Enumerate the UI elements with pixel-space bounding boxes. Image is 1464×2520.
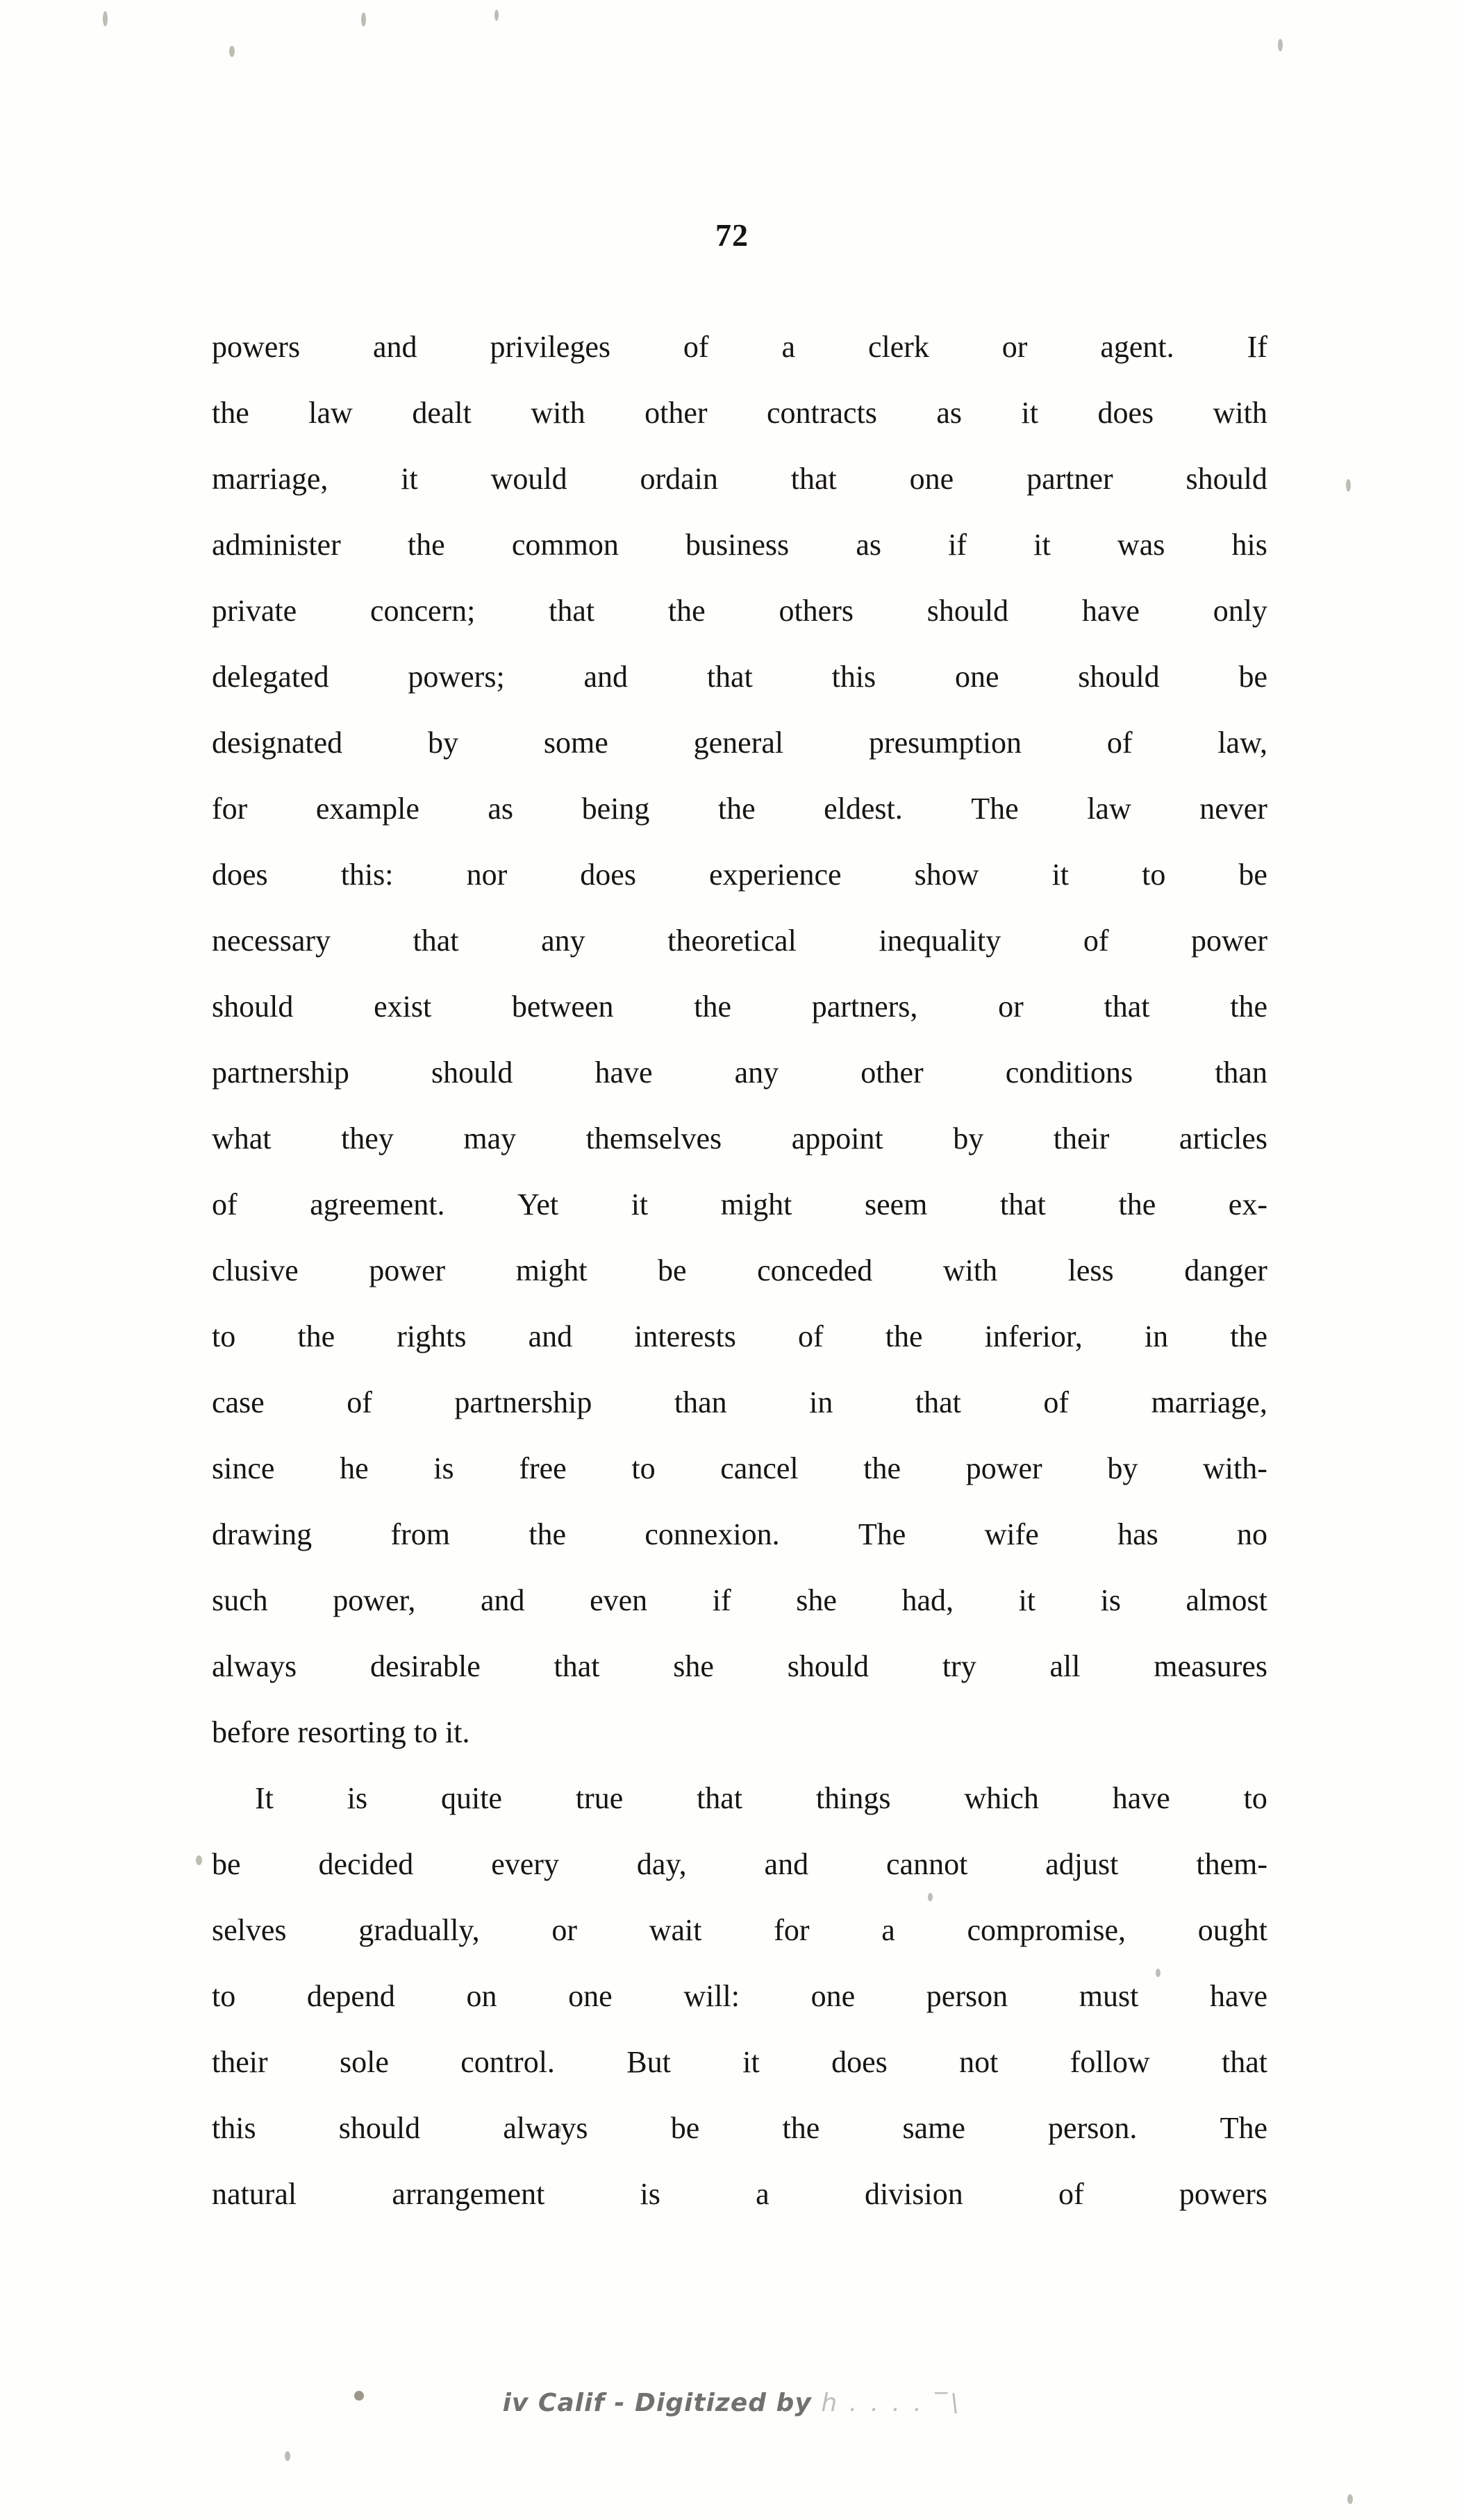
- text-word: concern;: [369, 594, 476, 628]
- text-word: law: [308, 396, 353, 430]
- text-word: same: [902, 2111, 965, 2145]
- text-word: she: [673, 1649, 714, 1683]
- text-word: if: [712, 1583, 731, 1617]
- text-word: with: [942, 1253, 998, 1287]
- text-word: things: [815, 1781, 891, 1815]
- text-word: any: [734, 1055, 779, 1090]
- text-word: which: [964, 1781, 1039, 1815]
- text-word: what: [212, 1121, 272, 1155]
- text-word: was: [1117, 528, 1165, 562]
- text-word: articles: [1179, 1121, 1267, 1155]
- text-word: The: [971, 792, 1019, 826]
- text-word: resorting: [297, 1715, 406, 1749]
- text-word: as: [488, 792, 514, 826]
- scan-speck: [285, 2451, 290, 2461]
- text-word: of: [683, 330, 709, 364]
- text-word: themselves: [585, 1121, 722, 1155]
- text-word: the: [1118, 1187, 1156, 1221]
- text-word: day,: [636, 1847, 687, 1881]
- text-word: does: [580, 858, 636, 892]
- text-line: [212, 2161, 1267, 2227]
- text-word: dealt: [412, 396, 472, 430]
- text-line: [212, 1567, 1267, 1633]
- scan-credit-ellipsis: . . . . ‾\: [849, 2389, 962, 2417]
- text-word: that: [915, 1385, 961, 1419]
- text-word: would: [490, 462, 567, 496]
- text-word: decided: [318, 1847, 414, 1881]
- text-word: control.: [460, 2045, 555, 2079]
- scan-speck: [1347, 2494, 1353, 2504]
- text-line: [212, 2029, 1267, 2095]
- text-word: designated: [212, 726, 343, 760]
- text-word: ex-: [1228, 1187, 1267, 1221]
- text-word: he: [340, 1451, 369, 1485]
- text-word: powers: [212, 330, 301, 364]
- text-word: such: [212, 1583, 268, 1617]
- text-word: conditions: [1005, 1055, 1133, 1090]
- text-word: clerk: [867, 330, 929, 364]
- text-line: [212, 1171, 1267, 1237]
- scan-credit-footer: [0, 2389, 1464, 2417]
- text-word: the: [885, 1319, 923, 1353]
- text-word: connexion.: [644, 1517, 780, 1551]
- text-word: sole: [340, 2045, 389, 2079]
- text-line: [212, 1699, 1267, 1765]
- text-word: had,: [901, 1583, 954, 1617]
- text-word: measures: [1154, 1649, 1267, 1683]
- text-line: [212, 710, 1267, 776]
- text-word: should: [926, 594, 1009, 628]
- text-word: it: [742, 2045, 760, 2079]
- text-word: for: [212, 792, 248, 826]
- scan-speck: [361, 12, 366, 26]
- text-word: being: [581, 792, 650, 826]
- text-line: [212, 1303, 1267, 1369]
- text-word: selves: [212, 1913, 287, 1947]
- text-word: try: [942, 1649, 976, 1683]
- text-word: partnership: [212, 1055, 349, 1090]
- text-word: law,: [1217, 726, 1267, 760]
- text-word: between: [511, 990, 614, 1024]
- text-line: [212, 1765, 1267, 1831]
- text-word: their: [1053, 1121, 1110, 1155]
- text-word: The: [858, 1517, 906, 1551]
- text-word: drawing: [212, 1517, 313, 1551]
- text-word: case: [212, 1385, 265, 1419]
- text-line: [212, 974, 1267, 1040]
- text-line: [212, 842, 1267, 908]
- text-word: The: [1220, 2111, 1267, 2145]
- text-word: should: [787, 1649, 870, 1683]
- text-word: the: [1230, 990, 1267, 1024]
- text-word: that: [999, 1187, 1046, 1221]
- text-line: [212, 380, 1267, 446]
- text-word: delegated: [212, 660, 329, 694]
- text-word: is: [433, 1451, 454, 1485]
- scan-speck: [229, 46, 235, 57]
- text-word: always: [503, 2111, 588, 2145]
- text-word: not: [959, 2045, 999, 2079]
- text-word: common: [511, 528, 619, 562]
- text-word: have: [594, 1055, 653, 1090]
- text-word: this: [831, 660, 876, 694]
- text-word: with-: [1203, 1451, 1267, 1485]
- text-word: agent.: [1100, 330, 1174, 364]
- scan-speck: [103, 11, 108, 26]
- text-word: privileges: [490, 330, 610, 364]
- text-word: for: [774, 1913, 810, 1947]
- text-word: to: [1142, 858, 1166, 892]
- text-word: since: [212, 1451, 275, 1485]
- text-word: by: [1107, 1451, 1138, 1485]
- text-word: gradually,: [358, 1913, 480, 1947]
- text-word: and: [528, 1319, 573, 1353]
- scan-credit-faded-text: h: [821, 2389, 840, 2417]
- text-word: never: [1199, 792, 1267, 826]
- text-word: that: [790, 462, 837, 496]
- text-word: the: [694, 990, 731, 1024]
- text-word: the: [863, 1451, 901, 1485]
- text-word: private: [212, 594, 297, 628]
- text-word: the: [212, 396, 249, 430]
- text-word: and: [583, 660, 629, 694]
- text-word: one: [909, 462, 954, 496]
- text-word: a: [781, 330, 796, 364]
- text-word: But: [626, 2045, 671, 2079]
- text-word: cannot: [886, 1847, 968, 1881]
- text-word: person: [926, 1979, 1008, 2013]
- text-word: or: [998, 990, 1024, 1024]
- text-word: division: [864, 2177, 963, 2211]
- text-word: person.: [1048, 2111, 1138, 2145]
- text-word: this: [212, 2111, 256, 2145]
- text-word: power,: [333, 1583, 416, 1617]
- text-word: ought: [1197, 1913, 1267, 1947]
- text-line: [212, 776, 1267, 842]
- text-word: than: [1215, 1055, 1267, 1090]
- text-word: one: [568, 1979, 613, 2013]
- text-line: [212, 578, 1267, 644]
- text-line: [212, 1040, 1267, 1105]
- text-word: before: [212, 1715, 290, 1749]
- text-word: that: [697, 1781, 743, 1815]
- text-word: that: [413, 924, 459, 958]
- text-word: as: [856, 528, 882, 562]
- scan-speck: [1278, 39, 1283, 51]
- text-line: [212, 1501, 1267, 1567]
- text-word: and: [481, 1583, 525, 1617]
- text-word: the: [717, 792, 756, 826]
- text-word: will:: [683, 1979, 740, 2013]
- text-word: this:: [340, 858, 394, 892]
- text-word: to: [1243, 1781, 1267, 1815]
- text-word: inferior,: [984, 1319, 1083, 1353]
- text-word: of: [797, 1319, 824, 1353]
- text-word: cancel: [720, 1451, 799, 1485]
- text-word: all: [1049, 1649, 1081, 1683]
- text-word: general: [693, 726, 784, 760]
- text-word: eldest.: [824, 792, 903, 826]
- text-word: any: [541, 924, 585, 958]
- text-word: has: [1117, 1517, 1158, 1551]
- text-word: marriage,: [1151, 1385, 1267, 1419]
- text-word: is: [347, 1781, 368, 1815]
- text-line: [212, 446, 1267, 512]
- scan-credit-text: iv Calif - Digitized by: [502, 2389, 812, 2417]
- page-number: 72: [715, 217, 749, 253]
- text-word: in: [809, 1385, 833, 1419]
- text-word: clusive: [212, 1253, 299, 1287]
- text-word: should: [212, 990, 294, 1024]
- text-word: a: [756, 2177, 770, 2211]
- text-word: wife: [984, 1517, 1039, 1551]
- text-word: it.: [445, 1715, 470, 1749]
- text-word: administer: [212, 528, 341, 562]
- text-word: does: [831, 2045, 888, 2079]
- text-word: the: [529, 1517, 567, 1551]
- text-word: as: [936, 396, 963, 430]
- text-word: agreement.: [310, 1187, 445, 1221]
- text-word: to: [212, 1979, 236, 2013]
- text-word: compromise,: [967, 1913, 1126, 1947]
- text-word: is: [640, 2177, 660, 2211]
- text-word: follow: [1070, 2045, 1150, 2079]
- text-word: even: [590, 1583, 648, 1617]
- text-word: it: [1018, 1583, 1036, 1617]
- text-word: have: [1081, 594, 1140, 628]
- text-word: powers;: [408, 660, 505, 694]
- text-word: must: [1079, 1979, 1139, 2013]
- text-word: be: [670, 2111, 700, 2145]
- text-word: be: [1238, 660, 1267, 694]
- text-word: ordain: [640, 462, 718, 496]
- scan-speck: [494, 10, 499, 21]
- text-word: inequality: [879, 924, 1001, 958]
- text-word: contracts: [767, 396, 877, 430]
- text-word: a: [881, 1913, 895, 1947]
- text-line: [212, 644, 1267, 710]
- text-word: wait: [649, 1913, 702, 1947]
- text-word: appoint: [791, 1121, 883, 1155]
- text-word: if: [948, 528, 967, 562]
- text-word: nor: [466, 858, 508, 892]
- text-word: and: [373, 330, 417, 364]
- text-word: them-: [1196, 1847, 1267, 1881]
- text-word: it: [401, 462, 418, 496]
- text-line: [212, 1369, 1267, 1435]
- text-word: no: [1237, 1517, 1267, 1551]
- text-word: than: [674, 1385, 727, 1419]
- text-word: exist: [374, 990, 432, 1024]
- text-line: [212, 1831, 1267, 1897]
- text-word: in: [1144, 1319, 1169, 1353]
- text-word: they: [341, 1121, 394, 1155]
- text-word: depend: [306, 1979, 395, 2013]
- text-word: necessary: [212, 924, 331, 958]
- text-word: If: [1247, 330, 1267, 364]
- text-word: it: [1033, 528, 1051, 562]
- text-word: show: [914, 858, 979, 892]
- text-word: she: [796, 1583, 837, 1617]
- text-word: of: [1106, 726, 1133, 760]
- text-word: that: [1221, 2045, 1267, 2079]
- text-word: that: [1104, 990, 1150, 1024]
- text-word: might: [515, 1253, 588, 1287]
- text-word: that: [554, 1649, 600, 1683]
- text-word: have: [1209, 1979, 1267, 2013]
- text-line: [212, 908, 1267, 974]
- text-word: arrangement: [392, 2177, 545, 2211]
- text-word: free: [519, 1451, 567, 1485]
- text-word: partner: [1026, 462, 1113, 496]
- text-word: power: [369, 1253, 446, 1287]
- text-word: partners,: [811, 990, 918, 1024]
- text-word: by: [428, 726, 459, 760]
- text-line: [212, 1435, 1267, 1501]
- text-word: adjust: [1045, 1847, 1119, 1881]
- text-word: by: [953, 1121, 984, 1155]
- text-word: be: [658, 1253, 687, 1287]
- text-word: it: [1051, 858, 1070, 892]
- text-word: or: [551, 1913, 577, 1947]
- text-word: of: [1058, 2177, 1084, 2211]
- text-line: [212, 1897, 1267, 1963]
- text-word: to: [212, 1319, 236, 1353]
- text-word: should: [338, 2111, 421, 2145]
- text-word: other: [860, 1055, 924, 1090]
- text-line: [212, 1963, 1267, 2029]
- text-word: of: [212, 1187, 238, 1221]
- text-word: of: [347, 1385, 372, 1419]
- text-word: less: [1067, 1253, 1114, 1287]
- text-word: true: [575, 1781, 624, 1815]
- text-word: powers: [1179, 2177, 1267, 2211]
- text-word: of: [1083, 924, 1109, 958]
- text-word: rights: [397, 1319, 467, 1353]
- text-word: should: [1186, 462, 1267, 496]
- text-word: power: [1191, 924, 1267, 958]
- text-word: on: [466, 1979, 497, 2013]
- text-word: partnership: [454, 1385, 592, 1419]
- scan-speck: [1346, 479, 1351, 492]
- text-word: It: [255, 1781, 274, 1815]
- text-line: [212, 1237, 1267, 1303]
- text-word: with: [531, 396, 585, 430]
- text-word: with: [1213, 396, 1267, 430]
- text-line: [212, 1105, 1267, 1171]
- text-word: others: [779, 594, 854, 628]
- text-line: [212, 2095, 1267, 2161]
- text-word: desirable: [369, 1649, 481, 1683]
- text-word: the: [297, 1319, 335, 1353]
- text-word: have: [1112, 1781, 1170, 1815]
- text-word: might: [720, 1187, 792, 1221]
- text-word: his: [1231, 528, 1267, 562]
- text-word: is: [1100, 1583, 1121, 1617]
- text-word: to: [413, 1715, 438, 1749]
- text-word: or: [1001, 330, 1028, 364]
- text-word: natural: [212, 2177, 297, 2211]
- text-word: law: [1087, 792, 1131, 826]
- text-word: the: [1230, 1319, 1267, 1353]
- text-word: always: [212, 1649, 297, 1683]
- text-word: and: [764, 1847, 809, 1881]
- text-word: business: [685, 528, 790, 562]
- text-word: that: [706, 660, 753, 694]
- text-word: of: [1043, 1385, 1070, 1419]
- text-word: quite: [440, 1781, 502, 1815]
- text-word: to: [631, 1451, 656, 1485]
- text-word: may: [463, 1121, 517, 1155]
- text-word: be: [1238, 858, 1267, 892]
- text-word: the: [667, 594, 706, 628]
- text-word: power: [965, 1451, 1042, 1485]
- text-word: other: [644, 396, 708, 430]
- text-word: it: [1021, 396, 1038, 430]
- text-word: it: [631, 1187, 649, 1221]
- text-word: marriage,: [212, 462, 328, 496]
- text-word: the: [407, 528, 445, 562]
- text-word: almost: [1186, 1583, 1267, 1617]
- text-word: conceded: [757, 1253, 873, 1287]
- text-word: seem: [864, 1187, 928, 1221]
- text-line: [212, 314, 1267, 380]
- text-word: some: [543, 726, 608, 760]
- text-word: one: [810, 1979, 856, 2013]
- text-word: presumption: [868, 726, 1022, 760]
- text-word: only: [1213, 594, 1267, 628]
- text-word: experience: [709, 858, 842, 892]
- text-word: Yet: [517, 1187, 559, 1221]
- text-word: should: [431, 1055, 513, 1090]
- text-line: [212, 512, 1267, 578]
- text-word: the: [782, 2111, 820, 2145]
- scan-speck: [196, 1855, 202, 1865]
- text-word: does: [1097, 396, 1154, 430]
- text-word: their: [212, 2045, 268, 2079]
- text-word: that: [549, 594, 595, 628]
- text-word: should: [1078, 660, 1160, 694]
- text-word: example: [315, 792, 419, 826]
- body-text: [212, 314, 1267, 2227]
- text-word: does: [212, 858, 268, 892]
- text-word: interests: [634, 1319, 736, 1353]
- text-word: danger: [1184, 1253, 1267, 1287]
- text-word: one: [954, 660, 999, 694]
- text-word: every: [491, 1847, 559, 1881]
- text-word: be: [212, 1847, 241, 1881]
- text-word: from: [390, 1517, 450, 1551]
- text-word: theoretical: [667, 924, 797, 958]
- text-line: [212, 1633, 1267, 1699]
